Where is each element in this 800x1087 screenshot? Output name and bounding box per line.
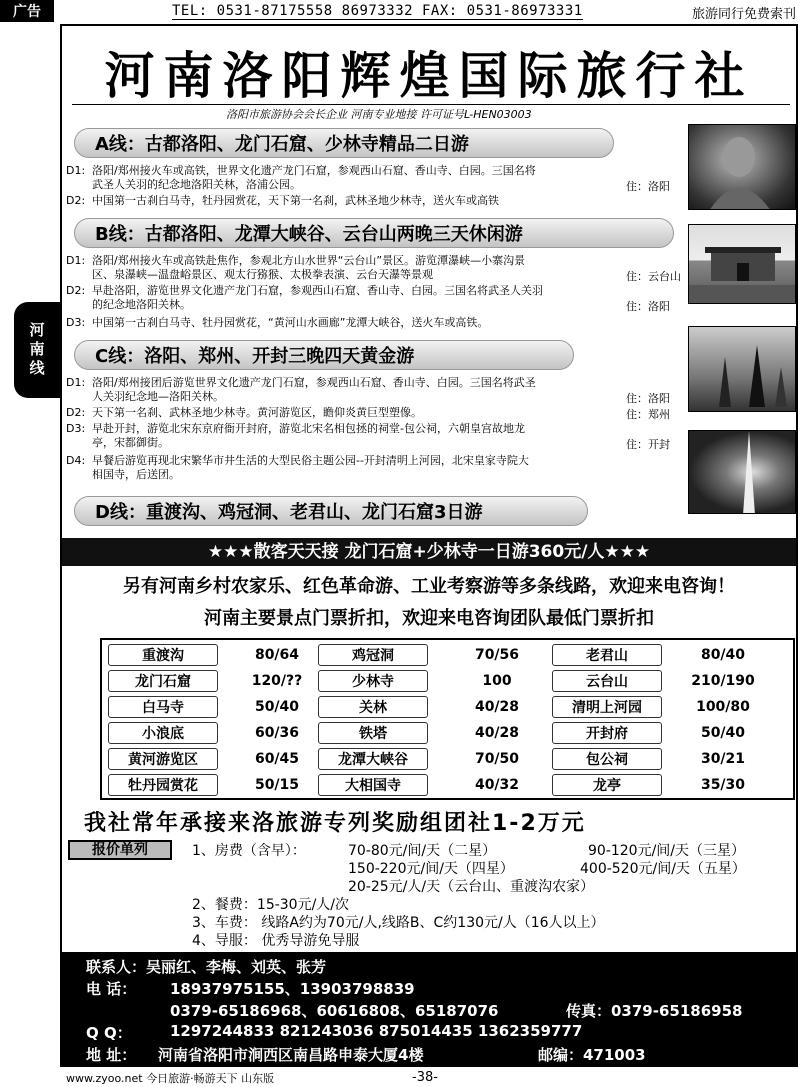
route-c-day3: D3: 早赴开封，游览北宋东京府衙开封府，游览北宋名相包拯的祠堂-包公祠，六朝皇宫故地龙 亭，宋都御街。 [66, 422, 525, 449]
agency-subline: 洛阳市旅游协会会长企业 河南专业地接 许可证号L-HEN03003 [226, 108, 532, 121]
ticket-price: 100/80 [696, 699, 750, 715]
ticket-price: 100 [482, 673, 512, 689]
discount-title: 河南主要景点门票折扣，欢迎来电咨询团队最低门票折扣 [204, 608, 654, 629]
route-b-day2-stay: 住：洛阳 [626, 300, 670, 313]
waterfall-photo [688, 430, 796, 514]
table-row [102, 644, 793, 666]
ticket-price: 120/?? [251, 673, 303, 689]
ticket-name: 牡丹园赏花 [108, 774, 218, 796]
route-c-day2-stay: 住：郑州 [626, 408, 670, 421]
mobile-numbers: 18937975155、13903798839 [170, 980, 415, 998]
ticket-name: 包公祠 [552, 748, 662, 770]
room-price-4star: 150-220元/间/天（四星） [348, 861, 514, 877]
contact-block [62, 952, 796, 1065]
footer-site: www.zyoo.net 今日旅游·畅游天下 山东版 [66, 1072, 275, 1085]
table-row [102, 748, 793, 770]
ticket-name: 开封府 [552, 722, 662, 744]
ticket-name: 云台山 [552, 670, 662, 692]
ticket-name: 白马寺 [108, 696, 218, 718]
qq-numbers: 1297244833 821243036 875014435 1362359777 [170, 1022, 583, 1040]
meal-price: 2、餐费：15-30元/人/次 [192, 897, 350, 913]
route-a-day1: D1: 洛阳/郑州接火车或高铁，世界文化遗产龙门石窟，参观西山石窟、香山寺、白园。三国名将 武圣人关羽的纪念地洛阳关林，洛浦公园。 [66, 164, 536, 191]
route-b-title: B线：古都洛阳、龙潭大峡谷、云台山两晚三天休闲游 [74, 218, 674, 248]
side-tab [14, 302, 60, 398]
top-strip [0, 0, 800, 22]
ticket-price: 80/40 [700, 647, 746, 663]
ticket-name: 龙潭大峡谷 [318, 748, 428, 770]
car-price: 3、车费： 线路A约为70元/人,线路B、C约130元/人（16人以上） [192, 915, 605, 931]
ticket-name: 少林寺 [318, 670, 428, 692]
ticket-table [100, 638, 795, 800]
buddha-photo [688, 124, 796, 210]
reward-notice: 我社常年承接来洛旅游专列奖励组团社1-2万元 [84, 811, 586, 836]
route-a-day1-stay: 住：洛阳 [626, 180, 670, 193]
route-c-day3-stay: 住：开封 [626, 438, 670, 451]
ticket-name: 黄河游览区 [108, 748, 218, 770]
pagoda-icon [689, 327, 796, 412]
title-divider [72, 104, 790, 105]
phone-label: 电 话： [86, 980, 137, 998]
ticket-price: 40/28 [474, 725, 520, 741]
ticket-price: 210/190 [691, 673, 755, 689]
fax-number: 传真：0379-65186958 [566, 1002, 743, 1020]
ticket-price: 60/36 [254, 725, 300, 741]
route-b-day2: D2: 早赴洛阳，游览世界文化遗产龙门石窟，参观西山石窟、香山寺、白园。三国名将武圣人关羽 的纪念地洛阳关林。 [66, 284, 543, 311]
guide-fee: 4、导服： 优秀导游免导服 [192, 933, 360, 949]
tagline: 旅游同行免费索刊 [691, 7, 796, 22]
postcode: 邮编：471003 [538, 1046, 646, 1064]
ticket-name: 老君山 [552, 644, 662, 666]
room-price-3star: 90-120元/间/天（三星） [588, 843, 746, 859]
ticket-name: 重渡沟 [108, 644, 218, 666]
ticket-price: 70/56 [474, 647, 520, 663]
ticket-price: 40/28 [474, 699, 520, 715]
room-price-2star: 70-80元/间/天（二星） [348, 843, 497, 859]
ticket-price: 35/30 [700, 777, 746, 793]
ticket-price: 60/45 [254, 751, 300, 767]
temple-gate-icon [689, 225, 796, 304]
page-number: -38- [412, 1070, 438, 1085]
room-label: 1、房费（含早）： [192, 843, 306, 859]
route-c-day4: D4: 早餐后游览再现北宋繁华市井生活的大型民俗主题公园--开封清明上河园，北宋皇家寺院大 相国寺，后送团。 [66, 454, 529, 481]
ticket-name: 小浪底 [108, 722, 218, 744]
route-b-day1-stay: 住：云台山 [626, 270, 681, 283]
phone-fax: TEL: 0531-87175558 86973332 FAX: 0531-86973331 [172, 2, 583, 19]
ticket-name: 龙亭 [552, 774, 662, 796]
ticket-price: 30/21 [700, 751, 746, 767]
table-row [102, 774, 793, 796]
qq-label: Q Q： [86, 1024, 132, 1042]
side-tab-label: 河南线 [27, 321, 46, 379]
address: 河南省洛阳市涧西区南昌路申泰大厦4楼 [158, 1046, 424, 1064]
ticket-price: 50/15 [254, 777, 300, 793]
table-row [102, 722, 793, 744]
ticket-name: 清明上河园 [552, 696, 662, 718]
ad-label: 广告 [0, 0, 54, 22]
ticket-name: 鸡冠洞 [318, 644, 428, 666]
ticket-price: 40/32 [474, 777, 520, 793]
table-row [102, 696, 793, 718]
ticket-name: 关林 [318, 696, 428, 718]
route-d-title: D线：重渡沟、鸡冠洞、老君山、龙门石窟3日游 [74, 496, 588, 526]
other-lines-notice: 另有河南乡村农家乐、红色革命游、工业考察游等多条线路，欢迎来电咨询！ [123, 576, 735, 597]
ticket-price: 70/50 [474, 751, 520, 767]
table-row [102, 670, 793, 692]
room-price-farmhouse: 20-25元/人/天（云台山、重渡沟农家） [348, 879, 595, 895]
ticket-name: 铁塔 [318, 722, 428, 744]
route-c-title: C线：洛阳、郑州、开封三晚四天黄金游 [74, 340, 574, 370]
route-a-title: A线：古都洛阳、龙门石窟、少林寺精品二日游 [74, 128, 614, 158]
room-price-5star: 400-520元/间/天（五星） [580, 861, 746, 877]
route-a-day2: D2: 中国第一古刹白马寺，牡丹园赏花，天下第一名刹，武林圣地少林寺，送火车或高铁 [66, 194, 499, 207]
agency-name: 河南洛阳辉煌国际旅行社 [104, 46, 754, 105]
ticket-price: 50/40 [700, 725, 746, 741]
address-label: 地 址： [86, 1046, 137, 1064]
ticket-name: 龙门石窟 [108, 670, 218, 692]
landline-numbers: 0379-65186968、60616808、65187076 [170, 1002, 499, 1020]
ticket-price: 80/64 [254, 647, 300, 663]
promo-banner: ★★★散客天天接 龙门石窟+少林寺一日游360元/人★★★ [62, 538, 796, 566]
route-c-day1: D1: 洛阳/郑州接团后游览世界文化遗产龙门石窟，参观西山石窟、香山寺、白园。三国名将武圣 人关羽纪念地—洛阳关林。 [66, 376, 536, 403]
ticket-price: 50/40 [254, 699, 300, 715]
ticket-name: 大相国寺 [318, 774, 428, 796]
route-c-day1-stay: 住：洛阳 [626, 392, 670, 405]
temple-photo [688, 224, 796, 304]
route-b-day3: D3: 中国第一古刹白马寺、牡丹园赏花，“黄河山水画廊”龙潭大峡谷，送火车或高铁。 [66, 316, 489, 329]
waterfall-icon [689, 431, 796, 514]
route-b-day1: D1: 洛阳/郑州接火车或高铁赴焦作，参观北方山水世界“云台山”景区。游览潭瀑峡—小寨沟景 区、泉瀑峡—温盘峪景区、观太行猕猴、太极拳表演、云台天瀑等景观 [66, 254, 526, 281]
quote-tag: 报价单列 [68, 840, 172, 860]
route-c-day2: D2: 天下第一名刹、武林圣地少林寺。黄河游览区，瞻仰炎黄巨型塑像。 [66, 406, 422, 419]
contact-people: 联系人：吴丽红、李梅、刘英、张芳 [86, 958, 327, 976]
pagoda-photo [688, 326, 796, 412]
buddha-statue-icon [689, 125, 796, 210]
